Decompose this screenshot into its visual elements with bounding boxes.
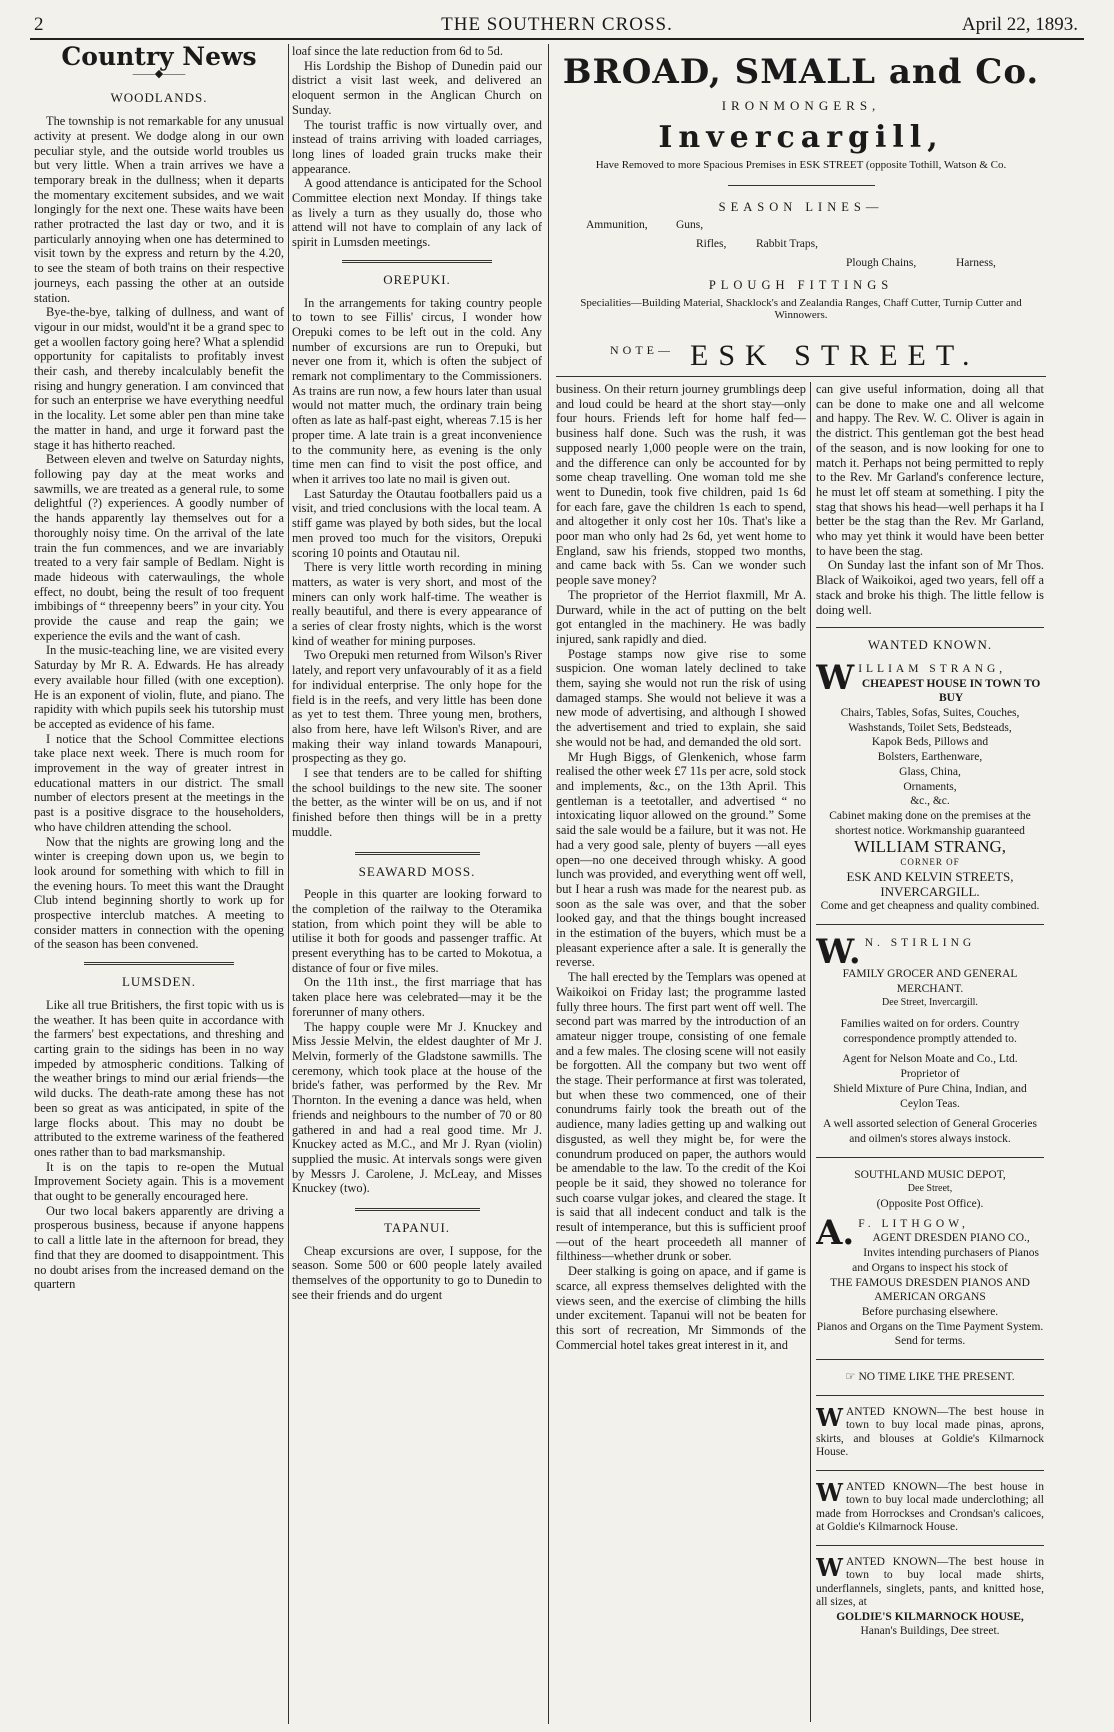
advertiser-name-large: WILLIAM STRANG, [853, 837, 1007, 857]
column-4 [816, 382, 1044, 1722]
item: Guns, [676, 219, 704, 231]
paragraph: Our two local bakers apparently are driving a prosperous business, because if anyone happens to call a little late in the afternoon for bread, they find that they are doomed to disappointment. This no doubt arises from the increased demand on the quartern [34, 1203, 284, 1292]
divider [816, 924, 1044, 925]
paragraph: I notice that the School Committee elections take place next week. There is much room for improvement in the way of greater intrest in educational matters in our district. The small number of electors present at the meetings in the past is a positive disgrace to the householders, who have children attending the school. [34, 731, 284, 834]
ad-line: INVERCARGILL. [880, 883, 980, 899]
ad-line: Glass, China, [899, 765, 961, 778]
ad-line: Washstands, Toilet Sets, Bedsteads, [848, 721, 1012, 734]
advertiser-name: BROAD, SMALL and Co. [562, 52, 1040, 92]
masthead [30, 6, 1084, 40]
column-divider [548, 44, 549, 1724]
paragraph: The hall erected by the Templars was opened at Waikoikoi on Friday last; the programme lasted fully three hours. The first part went off well. The second part was marred by the introduction of an amateur nigger troupe, consisting of one female and a few males. The closing scene will not easily be forgotten. All the company but two went off the stage. Their performance at first was tolerated, but when these two commenced, one of their conundrums fairly took the breath out of the audience, many ladies getting up and walking out disgusted, as well they might be, for were the conundrum produced on paper, the authors would be amendable to the law. To the credit of the Koi people be it said, they showed no tolerance for such coarse vulgar jokes, and cleared the stage. It is said that all indecent conduct and talk is the result of intemperance, but this is sufficient proof—out of the heart proceedeth all manner of filthiness—whether drunk or sober. [556, 970, 806, 1264]
article-title-orepuki: OREPUKI. [383, 271, 451, 287]
notice-text: ANTED KNOWN—The best house in town to buy local made pinas, aprons, skirts, and blouses at Goldie's Kilmarnock House. [816, 1405, 1044, 1459]
divider [342, 260, 492, 263]
ad-line: Invites intending purchasers of Pianos and Organs to inspect his stock of [852, 1247, 1039, 1274]
article-title-lumsden: LUMSDEN. [121, 974, 197, 990]
column-3 [556, 382, 806, 1722]
ad-line: A well assorted selection of General Groceries and oilmen's stores always instock. [823, 1118, 1037, 1145]
plough-fittings-heading: PLOUGH FITTINGS [708, 278, 894, 292]
paragraph: On Sunday last the infant son of Mr Thos. Black of Waikoikoi, aged two years, fell off a stack and broke his thigh. The little fellow is doing well. [816, 558, 1044, 617]
ad-line: CORNER OF [900, 857, 960, 868]
advertiser-name: N. STIRLING [864, 936, 976, 949]
banner-text: NO TIME LIKE THE PRESENT. [858, 1371, 1015, 1384]
paragraph: His Lordship the Bishop of Dunedin paid our district a visit last week, and delivered an eloquent sermon in the Anglican Church on Sunday. [292, 58, 542, 117]
ad-line: ESK AND KELVIN STREETS, [846, 868, 1014, 884]
ad-line: Come and get cheapness and quality combined. [820, 900, 1040, 913]
ad-line: Cabinet making done on the premises at the shortest notice. Workmanship guaranteed [829, 809, 1031, 837]
ad-line: Bolsters, Earthenware, [877, 751, 983, 764]
divider [816, 1157, 1044, 1158]
ad-line: Shield Mixture of Pure China, Indian, and Ceylon Teas. [833, 1082, 1027, 1110]
article-title-tapanui: TAPANUI. [383, 1220, 451, 1236]
item: Rabbit Traps, [756, 238, 818, 250]
ad-line: THE FAMOUS DRESDEN PIANOS AND AMERICAN ORGANS [830, 1276, 1030, 1304]
ad-line: Kapok Beds, Pillows and [871, 736, 989, 749]
ad-line: Pianos and Organs on the Time Payment System. Send for terms. [816, 1320, 1044, 1348]
paragraph: Mr Hugh Biggs, of Glenkenich, whose farm realised the other week £7 11s per acre, sold stock and implements, &c., on the 13th April. This gentleman is a teetotaller, and advertised “ no intoxicating liquor allowed on the ground.” Some said the sale would be a failure, but it was not. He had a very good sale, plenty of buyers —all eyes open—no one deceived through whisky. A good lunch was provided, and everything went off well, but I hear a rush was made for the nearest pub. as soon as the sale was over, and that the sober looked gay, and that the things bought increased in the estimation of the buyers, which must be a pleasant experience after a sale. It is generally the reverse. [556, 749, 806, 970]
relocation-notice: Have Removed to more Spacious Premises in ESK STREET (opposite Tothill, Watson & Co. [595, 159, 1007, 171]
ad-line: Dee Street, [907, 1183, 953, 1195]
divider [816, 1359, 1044, 1360]
paragraph: Now that the nights are growing long and the winter is creeping down upon us, we begin to look around for something with which to fill in the evening hours. To meet this want the Draught Club intend beginning shortly to work up for prospective interclub matches. A meeting to consider matters in connection with the opening of the season has been convened. [34, 834, 284, 952]
drop-cap: W [816, 1477, 843, 1507]
goldie-notice [816, 1552, 1044, 1610]
ad-line: GOLDIE'S KILMARNOCK HOUSE, [836, 1610, 1024, 1623]
divider [728, 185, 875, 186]
ad-line: FAMILY GROCER AND GENERAL [842, 967, 1018, 980]
paragraph: Last Saturday the Otautau footballers paid us a visit, and tried conclusions with the local team. A stiff game was played by both sides, but the local men proved too much for the visitors, Orepuki scoring 10 points and Otautau nil. [292, 486, 542, 560]
paragraph: loaf since the late reduction from 6d to 5d. [292, 44, 503, 58]
paragraph: Cheap excursions are over, I suppose, for the season. Some 500 or 600 people lately availed themselves of the opportunity to go to Dunedin to see their friends and do urgent [292, 1243, 542, 1302]
season-lines-heading: SEASON LINES— [718, 200, 884, 214]
ad-line: Hanan's Buildings, Dee street. [860, 1625, 1000, 1638]
ad-line: Families waited on for orders. Country correspondence promptly attended to. [840, 1018, 1020, 1045]
items-row [556, 257, 1046, 272]
paragraph: On the 11th inst., the first marriage that has taken place here was celebrated—may it be the forerunner of many others. [292, 975, 542, 1019]
paragraph: Bye-the-bye, talking of dullness, and want of vigour in our midst, would'nt it be a grand spec to get a woollen factory going here? What a splendid opportunity for capitalists to profitably invest their cash, and thereby incalculably benefit the rising and hungry generation. I am convinced that for such an enterprise we have everything needful in the locality. Let some abler pen than mine take the matter in hand, and urge it forward past the stage it has hitherto reached. [34, 305, 284, 452]
advertiser-name: F. LITHGOW, [858, 1217, 969, 1230]
issue-date: April 22, 1893. [961, 14, 1078, 35]
paragraph: In the arrangements for taking country people to town to see Fillis' circus, I wonder how Orepuki comes to be left out in the cold. Any number of excursions are run to Orepuki, but never one from it, which is often the subject of remark not complimentary to the Commissioners. As trains are run now, a few hours later than usual would not matter much, the ordinary train being often as late as half-past eight, whereas 7.15 is her proper time. A late train is a great inconvenience to the community here, as evening is the only time men can find to visit the post office, and when it arrives too late no mail is given out. [292, 295, 542, 486]
wanted-known-heading: WANTED KNOWN. [867, 637, 993, 653]
paragraph: Between eleven and twelve on Saturday nights, following pay day at the meat works and sawmills, we are treated as a general rule, to some delightful (?) experiences. A goodly number of the hands apparently lay themselves out for a thoroughly noisy time. On the arrival of the late train the fun commences, and we are invariably treated to a very fair sample of Bedlam. Night is made hideous with caterwaulings, the whole effect, no doubt, being the result of too frequent imbibings of “ threepenny beers” in your city. You provide the cause and reap the gain; we experience the evils and the want of cash. [34, 452, 284, 643]
ad-line: Chairs, Tables, Sofas, Suites, Couches, [840, 707, 1020, 720]
column-2 [292, 44, 542, 1724]
paragraph: The tourist traffic is now virtually over, and instead of trains arriving with loaded carriages, long lines of loaded grain trucks make their appearance. [292, 117, 542, 176]
items-row [556, 238, 1046, 253]
ad-line: &c., &c. [910, 795, 950, 808]
ad-line: Ornaments, [903, 780, 957, 793]
column-divider [288, 44, 289, 1724]
paragraph: business. On their return journey grumblings deep and loud could be heard at the short stay—only four hours. Friends left for home half fed—business half done. Such was the rush, it was supposed nearly 1,000 people were on the train, and the difference can only be accounted for by some cheap travelling. One woman told me she went to Dunedin, took five children, paid 1s 6d for each fare, gave the children 1s each to spend, and altogether it only cost her 10s. That's like a poor man who only had 2s 6d, yet went home to England, saw his friends, stopped two months, and came back with 5s. Can we wonder such people save money? [556, 382, 806, 588]
drop-cap: W [816, 657, 855, 698]
article-title-woodlands: WOODLANDS. [110, 90, 208, 106]
items-row [556, 219, 1046, 234]
divider [355, 852, 480, 855]
ad-line: Proprietor of [900, 1068, 960, 1081]
item: Ammunition, [586, 219, 648, 231]
paragraph: can give useful information, doing all that can be done to make one and all welcome and happy. The Rev. W. C. Oliver is again in the district. This gentleman got the best head of the season, and is now looking for one to match it. Perhaps not being permitted to reply to the Rev. Mr Garland's conference lecture, he must let off steam at something. I pity the stag that shows his head—well perhaps it ha I better be the stag than the Rev. Mr Garland, who may yet think it would have been better to have been the stag. [816, 382, 1044, 558]
ad-line: (Opposite Post Office). [876, 1198, 984, 1211]
paragraph: Two Orepuki men returned from Wilson's River lately, and report very unfavourably of it as a field for individual enterprise. The only hope for the field is in the reefs, and very little has been done as yet to test them. Three young men, brothers, also from here, have left Wilson's River, and are making their way inland towards Manapouri, prospecting as they go. [292, 648, 542, 766]
paragraph: People in this quarter are looking forward to the completion of the railway to the Oteramika station, from which point they will be able to utilise it both for goods and passenger traffic. At present everything has to be carted to Mokotua, a distance of four or five miles. [292, 887, 542, 975]
note-label: NOTE— [610, 343, 674, 357]
drop-cap: W [816, 1402, 843, 1432]
advertiser-trade: IRONMONGERS, [721, 98, 881, 113]
divider [355, 1208, 480, 1211]
divider [816, 627, 1044, 628]
ad-line: MERCHANT. [896, 982, 964, 995]
paragraph: It is on the tapis to re-open the Mutual Improvement Society again. This is a movement that ought to be generally encouraged here. [34, 1159, 284, 1204]
paragraph: The proprietor of the Herriot flaxmill, Mr A. Durward, while in the act of putting on the belt got entangled in the machinery. He was badly injured, sank rapidly and died. [556, 587, 806, 646]
paragraph: The happy couple were Mr J. Knuckey and Miss Jessie Melvin, the eldest daughter of Mr J. Melvin, formerly of the Gladstone sawmills. The ceremony, which took place at the house of the bride's father, was performed by the Rev. Mr Thornton. In the evening a dance was held, when friends and neighbours to the number of 70 or 80 gathered in and had a real good time. Mr J. Knuckey acted as M.C., and Mr J. Ryan (violin) supplied the music. At intervals songs were given by Messrs J. Carolene, J. McLeay, and Misses Knuckey (two). [292, 1019, 542, 1196]
no-time-banner [816, 1370, 1044, 1385]
ad-line: Dee Street, Invercargill. [882, 997, 978, 1009]
page-number: 2 [34, 14, 44, 35]
notice-text: ANTED KNOWN—The best house in town to buy local made shirts, underflannels, singlets, pants, and knitted hose, all sizes, at [816, 1555, 1044, 1609]
ad-line: SOUTHLAND MUSIC DEPOT, [854, 1168, 1006, 1181]
divider [816, 1395, 1044, 1396]
goldie-notice [816, 1402, 1044, 1460]
ad-line: CHEAPEST HOUSE IN TOWN TO BUY [861, 677, 1041, 705]
advertisement-music-depot [816, 1168, 1044, 1349]
goldie-notice [816, 1477, 1044, 1535]
advertisement-broad-small [556, 44, 1046, 374]
advertiser-town: Invercargill, [658, 120, 944, 155]
drop-cap: A. [816, 1212, 855, 1253]
column-1 [34, 44, 284, 1724]
item: Plough Chains, [846, 257, 917, 269]
column-divider [810, 382, 811, 1722]
item: Rifles, [696, 238, 727, 250]
drop-cap: W [816, 1552, 843, 1582]
paragraph: Like all true Britishers, the first topic with us is the weather. It has been quite in accordance with the farmers' best expectations, and threshing and carting grain to the sidings has been in no way impeded by atmospheric conditions. Talking of the weather brings to mind our ærial friends—the wild ducks. The death-rate among these has not been so great as was anticipated, in spite of the large flocks about. This may no doubt be attributed to the extreme wariness of the feathered ones rather than to bad marksmanship. [34, 997, 284, 1159]
divider [816, 1470, 1044, 1471]
ad-line: Agent for Nelson Moate and Co., Ltd. [842, 1053, 1018, 1066]
article-title-seaward-moss: SEAWARD MOSS. [358, 863, 476, 879]
ornament: ——◆—— [132, 67, 186, 80]
paragraph: In the music-teaching line, we are visited every Saturday by Mr R. A. Edwards. He has already every available hour filled (with one exception). He is an exponent of violin, flute, and piano. The rapidity with which pupils seek his tutorship must be accepted as evidence of his fame. [34, 643, 284, 731]
paragraph: Deer stalking is going on apace, and if game is scarce, all express themselves delighted with the views seen, and the exercise of climbing the hills under excitement. Tapanui will not be beaten for this sort of recreation, Mr Simmonds of the Commercial hotel takes great interest in it, and [556, 1264, 806, 1352]
divider [556, 376, 1046, 377]
specialities: Specialities—Building Material, Shacklock's and Zealandia Ranges, Chaff Cutter, Turnip Cutter and Winnowers. [580, 297, 1022, 321]
pointing-hand-icon: ☞ [845, 1371, 859, 1384]
paragraph: I see that tenders are to be called for shifting the school buildings to the new site. The sooner the better, as the winter will be on us, and if not finished before then things will be in a pretty muddle. [292, 766, 542, 839]
ad-line: AGENT DRESDEN PIANO CO., [872, 1232, 1030, 1245]
notice-text: ANTED KNOWN—The best house in town to buy local made underclothing; all made from Horrockses and Crondsan's calicoes, at Goldie's Kilmarnock House. [816, 1480, 1044, 1534]
drop-cap: W. [816, 931, 861, 972]
newspaper-title: THE SOUTHERN CROSS. [441, 14, 673, 35]
ad-line: Before purchasing elsewhere. [861, 1305, 999, 1318]
paragraph: A good attendance is anticipated for the School Committee election next Monday. If things take as lively a turn as they usually do, those who attend will not have to complain of any lack of spirit in Lumsden meetings. [292, 176, 542, 250]
section-heading: Country News [61, 44, 257, 71]
advertiser-name: ILLIAM STRANG, [858, 662, 1007, 675]
paragraph: The township is not remarkable for any unusual activity at present. We dodge along in our own peculiar style, and the outside world troubles us but very little. When a train arrives we have a temporary break in the dullness; when it departs the momentary excitement subsides, and we wait longingly for the next one. These waits have been rather protracted the last day or two, and it is particularly annoying when one has determined to visit town by the express and return by the 4.20, to see the steam of both trains on their respective journeys, each passing the other at an outside station. [34, 114, 284, 305]
note-row [556, 337, 1046, 371]
esk-street: ESK STREET. [690, 339, 980, 372]
paragraph: Postage stamps now give rise to some suspicion. One woman lately declined to take them, saying she would not run the risk of using damaged stamps. She would not believe it was a new mode of advertising, and although I showed the advertisement and tried to explain, she said she would not be had, and demanded the old sort. [556, 646, 806, 749]
advertisement-strang [816, 657, 1044, 914]
divider [84, 962, 234, 965]
divider [816, 1545, 1044, 1546]
item: Harness, [956, 257, 996, 269]
paragraph: There is very little worth recording in mining matters, as water is very short, and most of the miners can only work half-time. The weather is really beautiful, and there is every appearance of a series of clear frosty nights, which is the worst kind of weather for mining purposes. [292, 560, 542, 648]
advertisement-stirling [816, 931, 1044, 1147]
